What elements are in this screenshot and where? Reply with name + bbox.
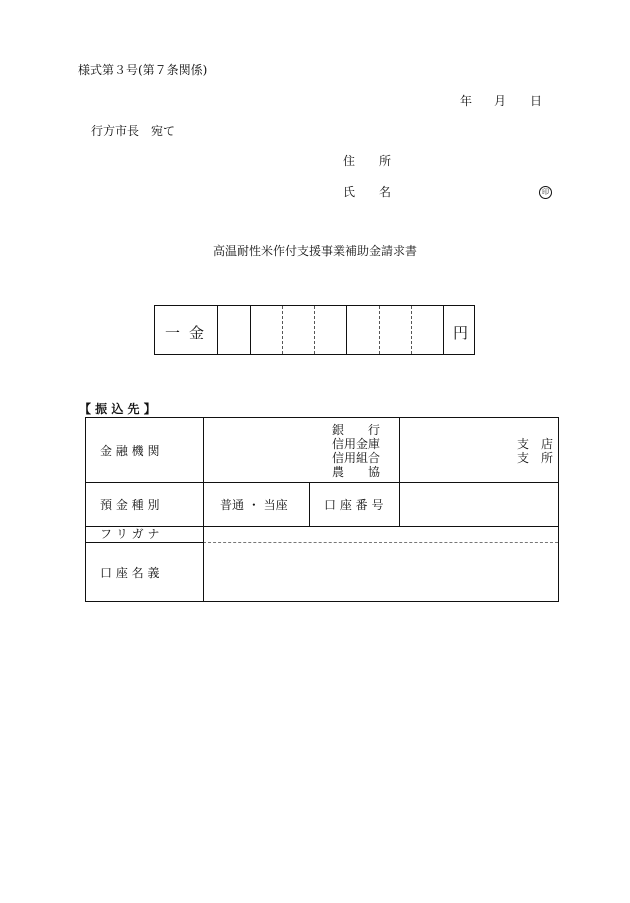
amount-box: [154, 305, 475, 355]
institution-type: 農 協: [332, 465, 381, 479]
branch-type: 支 所: [517, 451, 554, 465]
amount-divider: [443, 306, 444, 354]
table-row-dashed-line: [203, 542, 558, 543]
amount-divider: [217, 306, 218, 354]
deposit-type-options[interactable]: 普通 ・ 当座: [220, 498, 288, 512]
account-number-label: 口 座 番 号: [324, 498, 384, 512]
addressee: 行方市長 宛て: [91, 124, 176, 138]
date-year-label: 年: [460, 94, 473, 108]
table-row-line: [86, 542, 203, 543]
deposit-type-label: 預 金 種 別: [100, 498, 160, 512]
institution-label: 金 融 機 関: [100, 444, 160, 458]
amount-digit-divider: [411, 306, 412, 354]
seal-mark: 印: [539, 186, 552, 199]
branch-type: 支 店: [517, 437, 554, 451]
address-label: 住 所: [343, 154, 392, 168]
amount-divider: [346, 306, 347, 354]
amount-divider: [250, 306, 251, 354]
amount-digit-divider: [379, 306, 380, 354]
document-title: 高温耐性米作付支援事業補助金請求書: [212, 244, 417, 258]
date-month-label: 月: [494, 94, 507, 108]
transfer-heading: 【 振 込 先 】: [79, 402, 156, 416]
transfer-table: [85, 417, 559, 602]
table-col-line: [203, 418, 204, 601]
date-day-label: 日: [530, 94, 543, 108]
institution-type: 銀 行: [332, 423, 381, 437]
amount-suffix: 円: [453, 324, 469, 342]
institution-type: 信用組合: [332, 451, 381, 465]
name-label: 氏 名: [343, 185, 392, 199]
form-number: 様式第３号(第７条関係): [78, 63, 208, 77]
institution-type: 信用金庫: [332, 437, 381, 451]
account-holder-label: 口 座 名 義: [100, 566, 160, 580]
table-row-line: [86, 482, 558, 483]
amount-digit-divider: [314, 306, 315, 354]
furigana-label: フ リ ガ ナ: [100, 527, 160, 541]
amount-prefix: 一金: [165, 324, 214, 342]
amount-digit-divider: [282, 306, 283, 354]
table-col-line: [309, 482, 310, 526]
table-col-line: [399, 418, 400, 526]
